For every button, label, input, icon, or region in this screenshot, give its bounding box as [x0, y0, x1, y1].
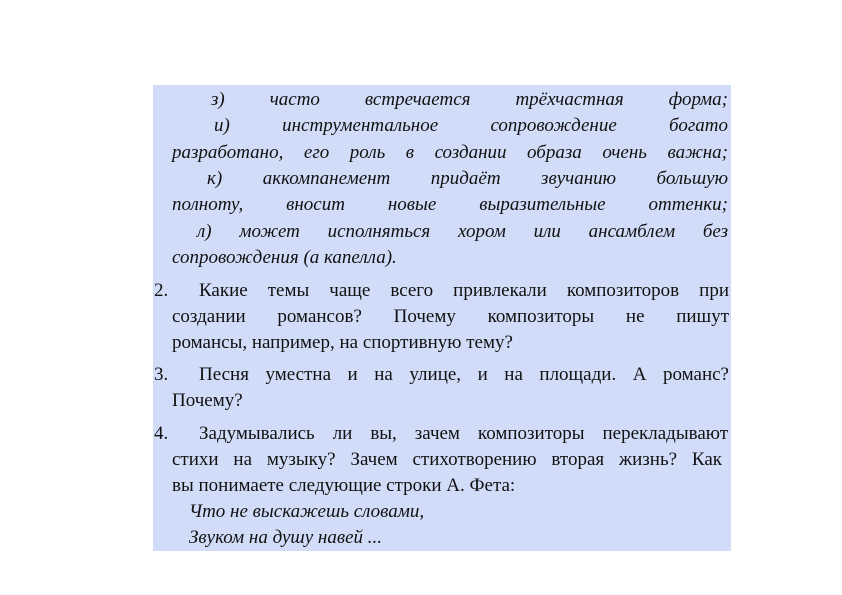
- question-3-number: 3.: [154, 364, 169, 385]
- question-4-line-2: стихи на музыку? Зачем стихотворению вторая жизнь? Как: [172, 449, 722, 470]
- question-3-line-2: Почему?: [172, 390, 243, 411]
- poem-line-2: Звуком на душу навей ...: [189, 527, 383, 548]
- poem-line-1: Что не выскажешь словами,: [189, 501, 425, 522]
- item-k-line-2: полноту, вносит новые выразительные оттенки;: [172, 194, 728, 215]
- question-2-line-3: романсы, например, на спортивную тему?: [172, 332, 513, 353]
- question-2-line-2: создании романсов? Почему композиторы не пишут: [172, 306, 729, 327]
- question-2-line-1: Какие темы чаще всего привлекали композиторов при: [199, 280, 729, 301]
- item-i-line-2: разработано, его роль в создании образа очень важна;: [172, 142, 728, 163]
- item-l-line-2: сопровождения (а капелла).: [172, 247, 397, 268]
- item-l-line-1: л) может исполняться хором или ансамблем без: [197, 221, 728, 242]
- question-3-line-1: Песня уместна и на улице, и на площади. А романс?: [199, 364, 729, 385]
- item-i-line-1: и) инструментальное сопровождение богато: [214, 115, 728, 136]
- question-4-line-3: вы понимаете следующие строки А. Фета:: [172, 475, 516, 496]
- question-2-number: 2.: [154, 280, 169, 301]
- question-4-number: 4.: [154, 423, 169, 444]
- item-z-line: з) часто встречается трёхчастная форма;: [211, 89, 728, 110]
- question-4-line-1: Задумывались ли вы, зачем композиторы перекладывают: [199, 423, 728, 444]
- item-k-line-1: к) аккомпанемент придаёт звучанию большую: [207, 168, 728, 189]
